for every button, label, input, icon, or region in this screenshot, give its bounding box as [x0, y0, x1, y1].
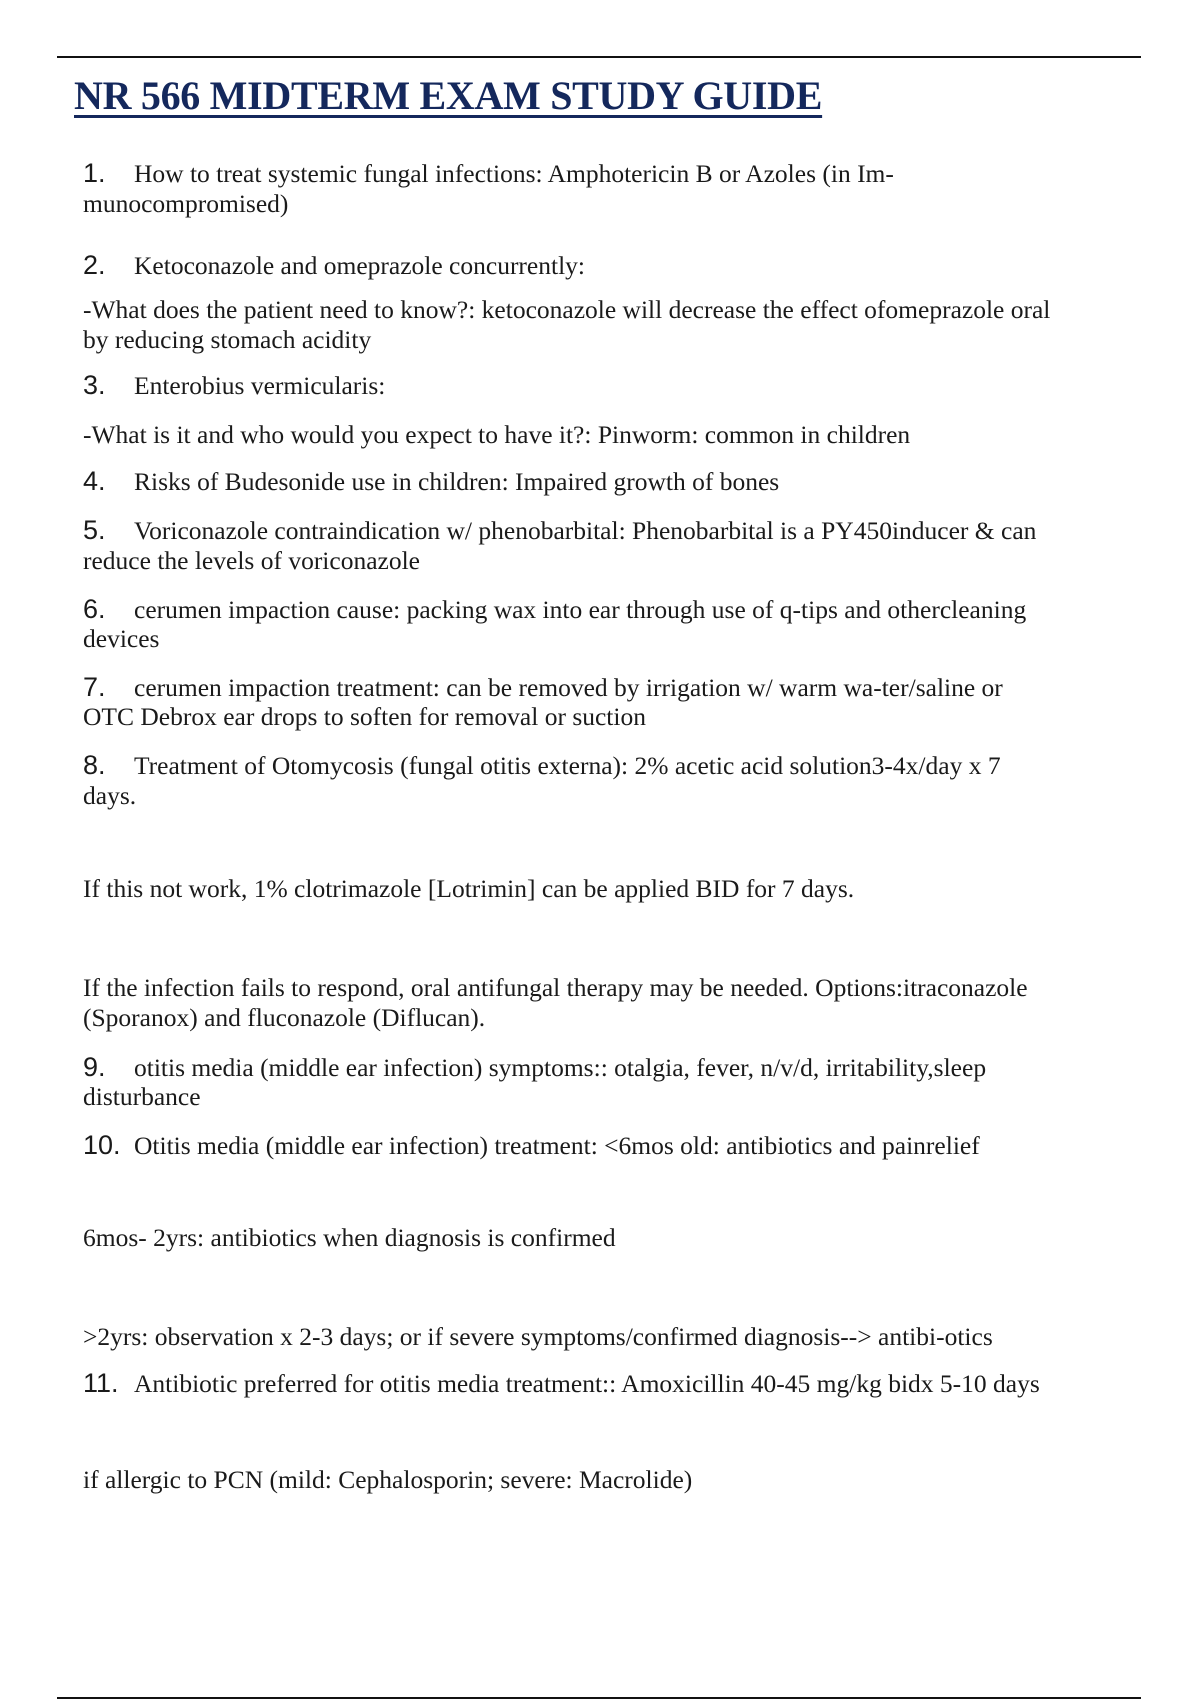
item-6-cont: devices — [83, 624, 160, 653]
item-text: Enterobius vermicularis: — [134, 371, 386, 400]
item-2-detail: -What does the patient need to know?: ketoconazole will decrease the effect ofomeprazole oral — [83, 295, 1051, 324]
item-11 — [83, 1368, 1040, 1399]
item-number: 5. — [83, 515, 106, 545]
item-2-detail-cont: by reducing stomach acidity — [83, 325, 372, 354]
item-text: otitis media (middle ear infection) symptoms:: otalgia, fever, n/v/d, irritability,sleep — [134, 1053, 987, 1082]
item-8-detail-2-cont: (Sporanox) and fluconazole (Diflucan). — [83, 1003, 486, 1032]
item-number: 8. — [83, 750, 106, 780]
item-7-cont: OTC Debrox ear drops to soften for removal or suction — [83, 702, 646, 731]
item-text: Risks of Budesonide use in children: Impaired growth of bones — [134, 467, 780, 496]
item-8 — [83, 750, 1001, 781]
item-number: 7. — [83, 672, 106, 702]
item-text: Ketoconazole and omeprazole concurrently: — [134, 251, 585, 280]
item-number: 1. — [83, 158, 106, 188]
item-7 — [83, 672, 1003, 703]
item-text: cerumen impaction treatment: can be removed by irrigation w/ warm wa-ter/saline or — [134, 673, 1003, 702]
item-8-detail: If this not work, 1% clotrimazole [Lotrimin] can be applied BID for 7 days. — [83, 874, 855, 903]
item-number: 4. — [83, 466, 106, 496]
item-text: Antibiotic preferred for otitis media treatment:: Amoxicillin 40-45 mg/kg bidx 5-10 days — [134, 1369, 1040, 1398]
item-number: 11. — [83, 1368, 119, 1398]
item-1-cont: munocompromised) — [83, 189, 289, 218]
item-11-detail: if allergic to PCN (mild: Cephalosporin; severe: Macrolide) — [83, 1465, 693, 1494]
item-number: 10. — [83, 1130, 121, 1160]
item-number: 9. — [83, 1052, 106, 1082]
item-1 — [83, 158, 894, 189]
item-10-detail-2: >2yrs: observation x 2-3 days; or if severe symptoms/confirmed diagnosis--> antibi-otics — [83, 1322, 993, 1351]
bottom-rule — [57, 1697, 1141, 1699]
item-text: Otitis media (middle ear infection) treatment: <6mos old: antibiotics and painrelief — [134, 1131, 980, 1160]
item-5-cont: reduce the levels of voriconazole — [83, 546, 421, 575]
item-9-cont: disturbance — [83, 1082, 201, 1111]
item-3-detail: -What is it and who would you expect to have it?: Pinworm: common in children — [83, 420, 911, 449]
item-3 — [83, 370, 385, 401]
item-9 — [83, 1052, 986, 1083]
item-text: cerumen impaction cause: packing wax into ear through use of q-tips and othercleaning — [134, 595, 1027, 624]
item-text: Voriconazole contraindication w/ phenobarbital: Phenobarbital is a PY450inducer & can — [134, 516, 1037, 545]
item-2 — [83, 250, 585, 281]
item-text: Treatment of Otomycosis (fungal otitis externa): 2% acetic acid solution3-4x/day x 7 — [134, 751, 1001, 780]
item-number: 2. — [83, 250, 106, 280]
item-8-cont: days. — [83, 781, 137, 810]
item-8-detail-2: If the infection fails to respond, oral antifungal therapy may be needed. Options:itraconazole — [83, 973, 1028, 1002]
item-6 — [83, 594, 1026, 625]
item-10 — [83, 1130, 980, 1161]
top-rule — [57, 56, 1141, 58]
item-4 — [83, 466, 779, 497]
item-5 — [83, 515, 1036, 546]
item-text: How to treat systemic fungal infections: Amphotericin B or Azoles (in Im- — [134, 159, 894, 188]
item-10-detail: 6mos- 2yrs: antibiotics when diagnosis is confirmed — [83, 1223, 616, 1252]
page-title: NR 566 MIDTERM EXAM STUDY GUIDE — [74, 73, 823, 118]
item-number: 3. — [83, 370, 106, 400]
item-number: 6. — [83, 594, 106, 624]
